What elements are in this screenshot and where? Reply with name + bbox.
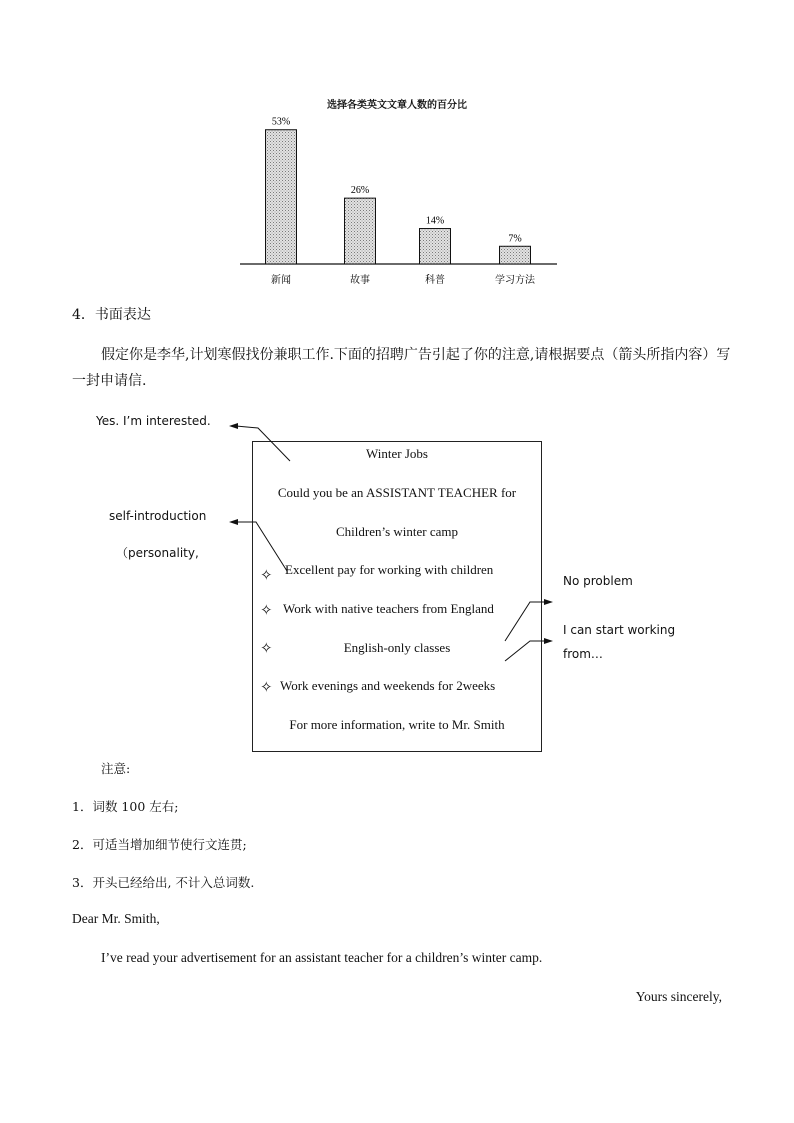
ad-item-native-teachers: Work with native teachers from England (283, 601, 494, 616)
category-label: 科普 (425, 275, 445, 286)
ad-line-1: Could you be an ASSISTANT TEACHER for (277, 485, 517, 500)
note-item-3: 3．开头已经给出, 不计入总词数. (72, 875, 255, 890)
bar-科普 (420, 229, 451, 264)
annotation-no-problem: No problem (563, 574, 633, 588)
data-label: 26% (350, 185, 370, 197)
annotation-personality: （personality, (116, 546, 199, 560)
arrowhead (229, 519, 238, 525)
ad-title: Winter Jobs (366, 446, 428, 461)
arrowhead (544, 638, 553, 644)
arrowhead (544, 599, 553, 605)
sparkle-icon: ✧ (260, 678, 273, 696)
data-label: 7% (508, 233, 522, 245)
bar-学习方法 (500, 246, 531, 264)
sparkle-icon: ✧ (260, 601, 273, 619)
notes-heading: 注意: (101, 761, 131, 776)
data-label: 53% (271, 116, 291, 128)
ad-footer: For more information, write to Mr. Smith (289, 717, 505, 732)
letter-salutation: Dear Mr. Smith, (72, 911, 160, 926)
prompt-line-2: 一封申请信. (72, 373, 147, 389)
note-item-1: 1．词数 100 左右; (72, 799, 179, 814)
chart-title: 选择各类英文文章人数的百分比 (327, 100, 467, 111)
bar-chart (0, 0, 794, 300)
note-item-2: 2．可适当增加细节使行文连贯; (72, 837, 247, 852)
ad-item-schedule: Work evenings and weekends for 2weeks (280, 678, 496, 693)
bar-故事 (345, 198, 376, 264)
ad-line-2: Children’s winter camp (335, 524, 459, 539)
sparkle-icon: ✧ (260, 566, 273, 584)
section-heading: 4．书面表达 (72, 307, 151, 323)
arrowhead (229, 423, 238, 429)
category-label: 故事 (350, 275, 370, 286)
category-label: 新闻 (271, 275, 291, 286)
category-label: 学习方法 (495, 275, 535, 286)
prompt-line-1: 假定你是李华,计划寒假找份兼职工作.下面的招聘广告引起了你的注意,请根据要点（箭头所指内容）写 (101, 347, 731, 363)
annotation-start-working-1: I can start working (563, 623, 676, 637)
letter-opening: I’ve read your advertisement for an assistant teacher for a children’s winter camp. (101, 950, 543, 965)
annotation-start-working-2: from… (563, 647, 603, 661)
sparkle-icon: ✧ (260, 639, 273, 657)
ad-item-english-only: English-only classes (343, 640, 451, 655)
ad-item-pay: Excellent pay for working with children (285, 562, 494, 577)
annotation-interested: Yes. I’m interested. (96, 414, 211, 428)
letter-closing: Yours sincerely, (635, 989, 722, 1004)
bar-新闻 (266, 130, 297, 264)
data-label: 14% (425, 215, 445, 227)
annotation-self-introduction: self-introduction (109, 509, 207, 523)
